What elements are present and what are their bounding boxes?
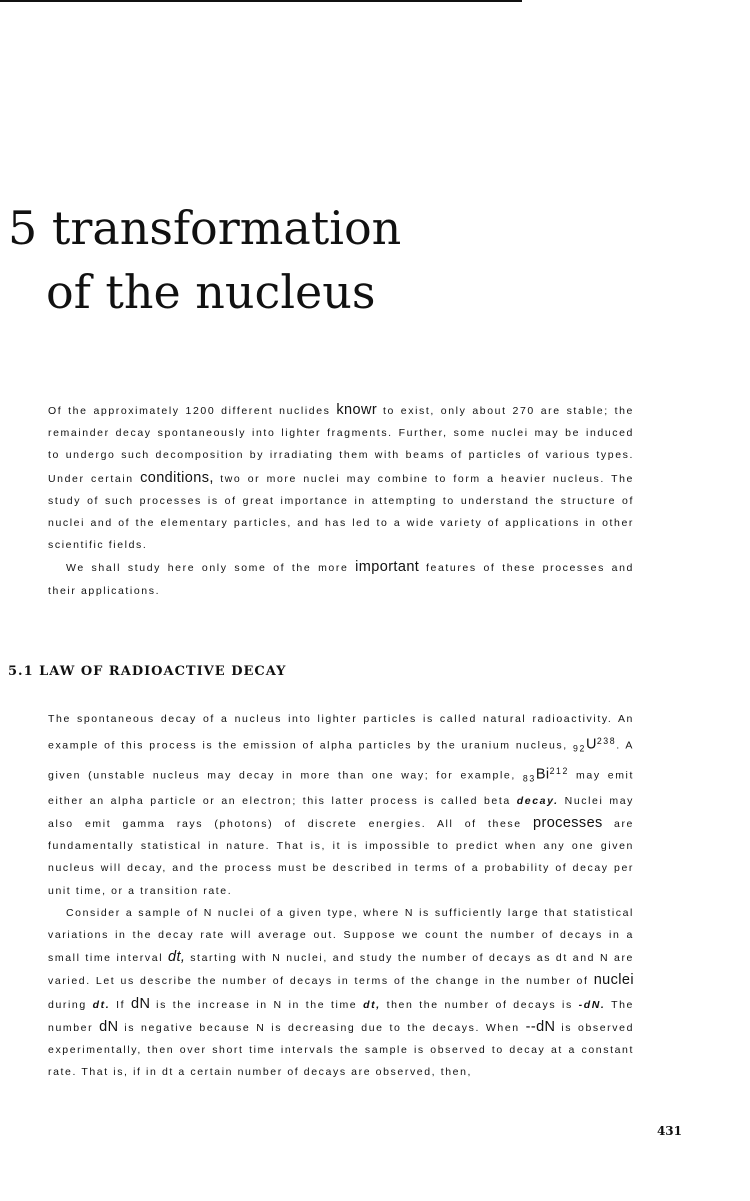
chapter-title-line-2: of the nucleus (46, 265, 376, 319)
chapter-title-line-1: 5 transformation (8, 201, 402, 255)
section-paragraph-1 (48, 708, 634, 902)
top-rule (0, 0, 522, 2)
text-run: processes (533, 815, 603, 831)
text-run: is observed experimentally, then over short time intervals the sample is observed to decay at a constant rate. That is, if in dt a certain number of decays are observed, then, (48, 1021, 635, 1079)
text-run: Nuclei may also emit gamma rays (photons) of discrete energies. All of these (48, 794, 634, 830)
text-run: knowr (336, 402, 378, 418)
text-run: starting with N nuclei, and study the number of decays as dt and N are varied. Let us describe the number of decays in terms of the change in the number of (48, 952, 634, 988)
text-run: dt. (92, 998, 111, 1011)
text-run: dt, (363, 998, 381, 1011)
chapter-title (8, 196, 401, 324)
element-symbol: U (585, 736, 597, 753)
text-run: . A given (unstable nucleus may decay in more than one way; for example, (48, 739, 635, 782)
text-run: Consider a sample of N nuclei of a given type, where N is sufficiently large that statistical variations in the decay rate will average out. Suppose we count the number of decays in a small time interval (48, 906, 634, 965)
mass-number: 238 (596, 736, 617, 747)
text-run: are fundamentally statistical in nature. That is, it is impossible to predict when any one given nucleus will decay, and the process must be described in terms of a probability of decay per unit time, or a transition rate. (48, 818, 634, 897)
text-run: If (110, 998, 131, 1011)
section-heading: 5.1 LAW OF RADIOACTIVE DECAY (8, 664, 287, 679)
text-run: nuclei (593, 972, 634, 989)
intro-paragraph-1 (48, 399, 634, 556)
intro-text (48, 399, 634, 602)
atomic-number: 92 (573, 743, 586, 754)
section-paragraph-2 (48, 902, 634, 1084)
text-run: --dN (525, 1018, 556, 1035)
text-run: features of these processes and their applications. (48, 562, 634, 597)
text-run: dN (130, 995, 151, 1012)
element-symbol: Bi (535, 766, 550, 783)
text-run: during (48, 998, 93, 1011)
text-run: is negative because N is decreasing due to the decays. When (118, 1021, 526, 1034)
text-run: then the number of decays is (380, 998, 579, 1011)
text-run: two or more nuclei may combine to form a heavier nucleus. The study of such processes is of great importance in attempting to understand the structure of nuclei and of the elementary particles, and has led to a wide variety of applications in other scientific fields. (48, 472, 634, 552)
text-run: The spontaneous decay of a nucleus into lighter particles is called natural radioactivity. An example of this process is the emission of alpha particles by the uranium nucleus, (48, 713, 634, 752)
text-run: The number (48, 998, 634, 1034)
text-run: to exist, only about 270 are stable; the remainder decay spontaneously into lighter fragments. Further, some nuclei may be induced to undergo such decomposition by irradiating them with beams of particles of various types. Under certain (48, 405, 634, 485)
text-run: conditions, (140, 469, 214, 486)
text-run: decay. (516, 794, 559, 807)
text-run: We shall study here only some of the more (66, 562, 356, 575)
text-run: Of the approximately 1200 different nuclides (48, 405, 337, 417)
page-number: 431 (656, 1124, 682, 1138)
text-run: important (355, 559, 420, 576)
text-run: dt, (168, 949, 186, 966)
text-run: dN (99, 1018, 119, 1035)
mass-number: 212 (549, 766, 569, 776)
section-text (48, 708, 634, 1083)
atomic-number: 83 (522, 773, 536, 784)
text-run: -dN. (578, 998, 606, 1011)
intro-paragraph-2 (48, 556, 634, 601)
text-run: is the increase in N in the time (150, 998, 364, 1011)
text-run: may emit either an alpha particle or an electron; this latter process is called beta (48, 769, 634, 807)
